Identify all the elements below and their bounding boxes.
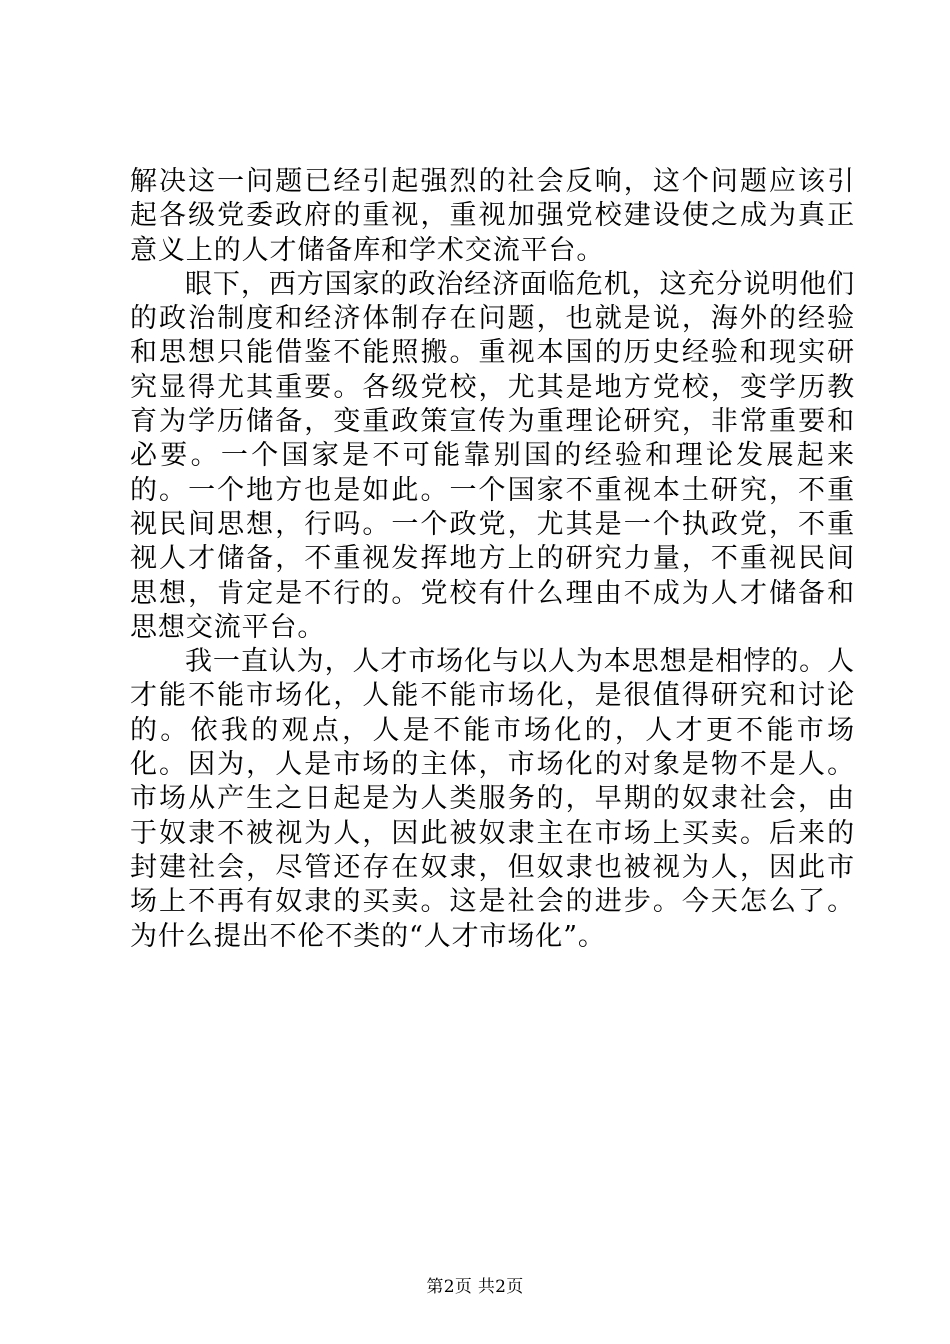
page-footer xyxy=(0,1276,950,1298)
document-body xyxy=(130,165,855,954)
body-paragraph-2: 眼下，西方国家的政治经济面临危机，这充分说明他们的政治制度和经济体制存在问题，也就是说，海外的经验和思想只能借鉴不能照搬。重视本国的历史经验和现实研究显得尤其重要。各级党校，尤其是地方党校，变学历教育为学历储备，变重政策宣传为重理论研究，非常重要和必要。一个国家是不可能靠别国的经验和理论发展起来的。一个地方也是如此。一个国家不重视本土研究，不重视民间思想，行吗。一个政党，尤其是一个执政党，不重视人才储备，不重视发挥地方上的研究力量，不重视民间思想，肯定是不行的。党校有什么理由不成为人才储备和思想交流平台。 xyxy=(130,268,855,643)
page-number-label: 第2页 共2页 xyxy=(426,1277,524,1297)
body-paragraph-1: 解决这一问题已经引起强烈的社会反响，这个问题应该引起各级党委政府的重视，重视加强党校建设使之成为真正意义上的人才储备库和学术交流平台。 xyxy=(130,166,855,266)
body-paragraph-3: 我一直认为，人才市场化与以人为本思想是相悖的。人才能不能市场化，人能不能市场化，是很值得研究和讨论的。依我的观点，人是不能市场化的，人才更不能市场化。因为，人是市场的主体，市场化的对象是物不是人。市场从产生之日起是为人类服务的，早期的奴隶社会，由于奴隶不被视为人，因此被奴隶主在市场上买卖。后来的封建社会，尽管还存在奴隶，但奴隶也被视为人，因此市场上不再有奴隶的买卖。这是社会的进步。今天怎么了。为什么提出不伦不类的“人才市场化”。 xyxy=(130,646,855,952)
